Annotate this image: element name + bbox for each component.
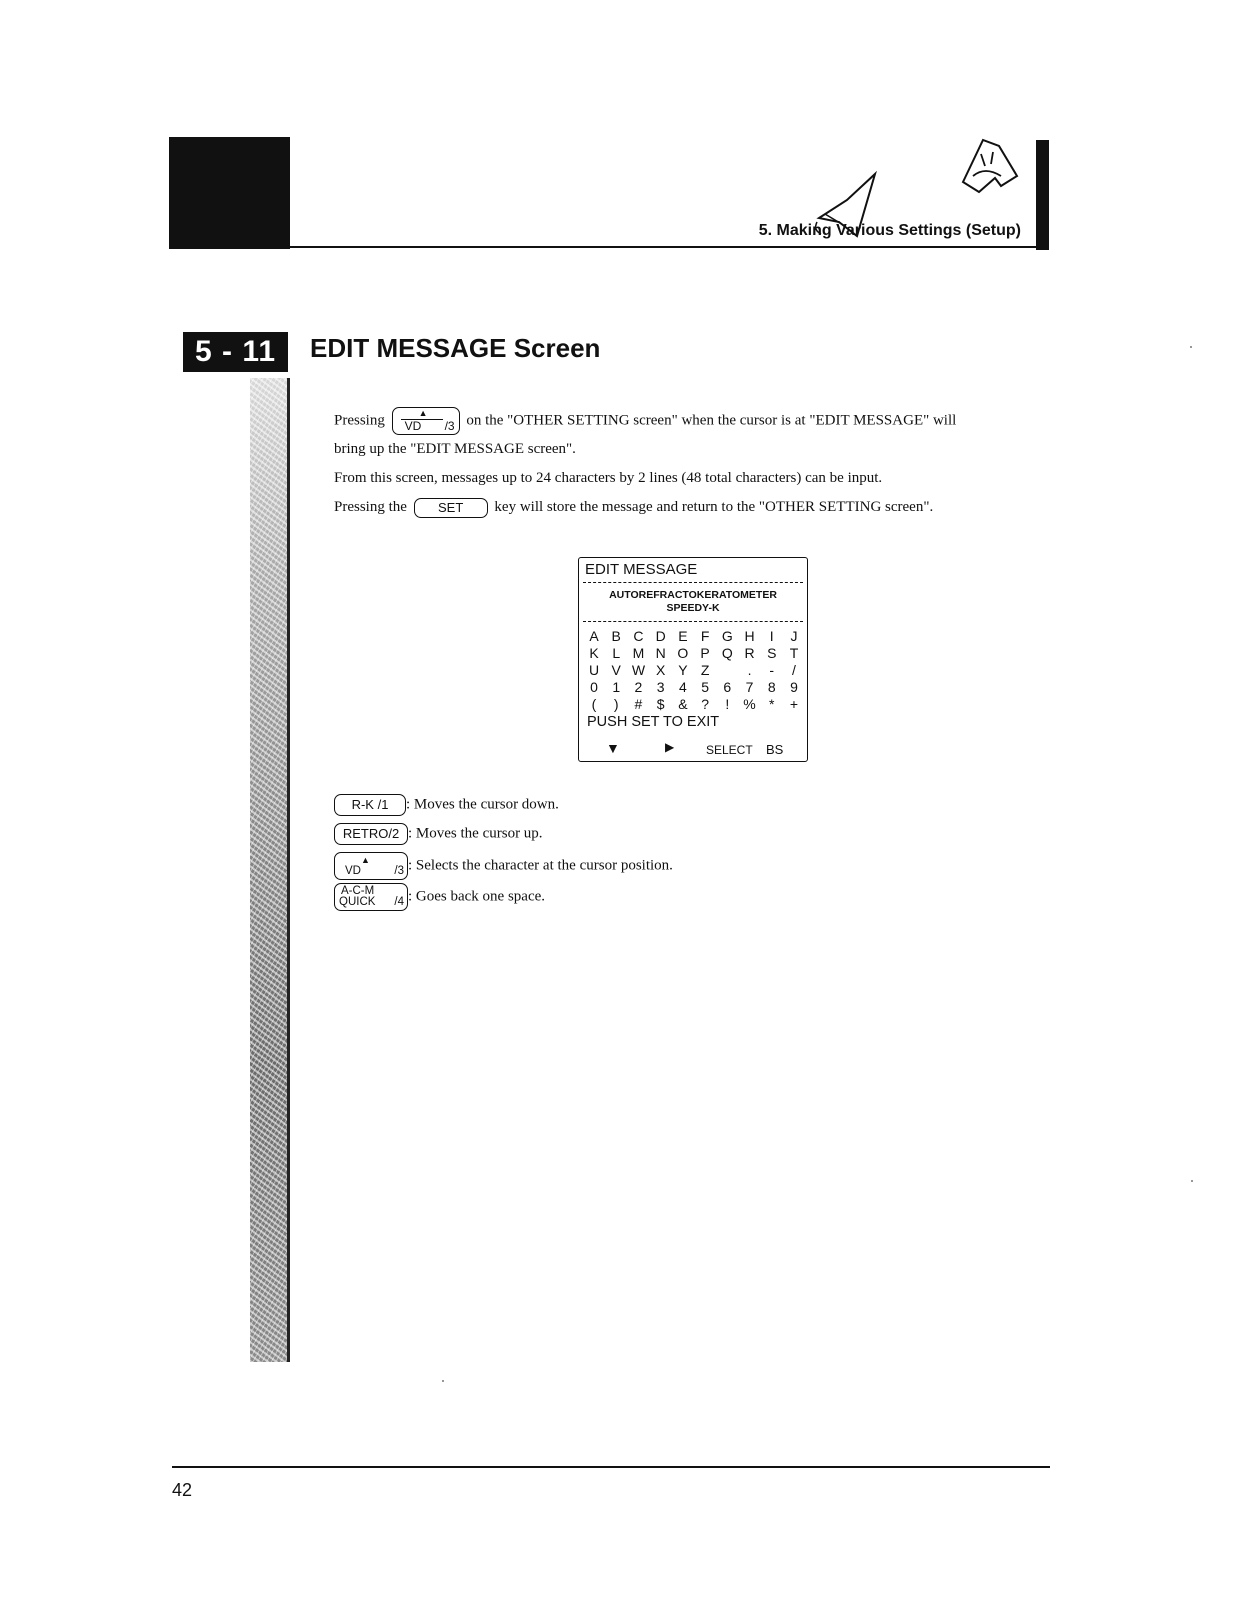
char-cell: 2 xyxy=(634,679,643,695)
char-cell: X xyxy=(655,662,666,678)
right-arrow-icon: ▶ xyxy=(665,740,675,754)
char-row-5 xyxy=(587,696,801,712)
char-cell: ) xyxy=(613,696,619,712)
char-cell: & xyxy=(678,696,688,712)
char-cell xyxy=(720,662,734,678)
char-cell: S xyxy=(767,645,777,661)
char-cell: ! xyxy=(725,696,730,712)
header-rule xyxy=(169,246,1047,248)
header-side-bar xyxy=(1036,140,1049,250)
acm-key-number: /4 xyxy=(394,896,404,908)
char-cell: Y xyxy=(678,662,688,678)
char-cell: ( xyxy=(591,696,597,712)
p4-before-text: Pressing the xyxy=(334,499,407,515)
vd-key-number: /3 xyxy=(444,419,455,433)
char-cell: E xyxy=(678,628,688,644)
p4-after-text: key will store the message and return to the "OTHER SETTING screen". xyxy=(494,499,934,515)
char-cell: B xyxy=(611,628,621,644)
char-row-1 xyxy=(587,628,801,644)
lcd-message-line-2: SPEEDY-K xyxy=(666,602,720,614)
key-desc-text: : Goes back one space. xyxy=(408,888,546,905)
char-cell: 3 xyxy=(656,679,665,695)
vd-3-key xyxy=(334,852,408,880)
char-cell: U xyxy=(588,662,600,678)
settings-emblem-icon xyxy=(955,136,1025,196)
char-cell: % xyxy=(743,696,756,712)
p1-after-text: on the "OTHER SETTING screen" when the cursor is at "EDIT MESSAGE" will xyxy=(466,412,957,429)
set-key: SET xyxy=(414,498,488,518)
section-title: EDIT MESSAGE Screen xyxy=(310,333,601,363)
margin-strip-edge xyxy=(287,378,290,1362)
char-cell: 5 xyxy=(701,679,709,695)
char-cell: # xyxy=(634,696,643,712)
vd-3-key xyxy=(392,407,460,435)
char-cell: V xyxy=(611,662,621,678)
char-cell: ? xyxy=(701,696,709,712)
acm-quick-4-key xyxy=(334,883,408,911)
char-cell: 8 xyxy=(767,679,776,695)
char-cell: M xyxy=(632,645,645,661)
vd-key-label: VD xyxy=(404,419,422,433)
key-desc-text: : Moves the cursor down. xyxy=(406,796,559,813)
visual-acuity-key-arrow-icon: ▲ xyxy=(418,408,428,418)
paragraph-3: From this screen, messages up to 24 characters by 2 lines (48 total characters) can be input. xyxy=(334,470,883,486)
lcd-dashed-divider-top xyxy=(583,582,803,583)
acm-key-line2: QUICK xyxy=(339,896,376,908)
char-cell: Z xyxy=(700,662,710,678)
key-desc-row-acm xyxy=(334,883,545,911)
acm-key-line1: A-C-M xyxy=(341,885,375,897)
lcd-bs-label: BS xyxy=(766,742,784,757)
char-cell: H xyxy=(744,628,755,644)
down-arrow-icon: ▼ xyxy=(606,740,620,756)
page-number: 42 xyxy=(172,1480,193,1500)
char-cell: C xyxy=(633,628,644,644)
chapter-title: 5. Making Various Settings (Setup) xyxy=(758,222,1021,239)
lcd-title: EDIT MESSAGE xyxy=(585,561,698,578)
key-desc-row-vd xyxy=(334,852,673,880)
key-desc-text: : Selects the character at the cursor position. xyxy=(408,857,673,874)
section-number-badge: 5 - 11 xyxy=(183,332,288,372)
header-black-block xyxy=(169,137,290,249)
char-cell: W xyxy=(631,662,646,678)
char-cell: / xyxy=(792,662,796,678)
char-cell: P xyxy=(700,645,710,661)
char-cell: 6 xyxy=(723,679,732,695)
lcd-message-line-1: AUTOREFRACTOKERATOMETER xyxy=(609,589,777,601)
char-cell: O xyxy=(677,645,689,661)
rk-1-key: R-K /1 xyxy=(334,794,406,816)
key-desc-text: : Moves the cursor up. xyxy=(408,825,543,842)
char-cell: $ xyxy=(656,696,665,712)
char-cell: J xyxy=(790,628,798,644)
char-cell: * xyxy=(769,696,775,712)
vd-key-number: /3 xyxy=(394,865,404,877)
retro-2-key: RETRO/2 xyxy=(334,823,408,845)
visual-acuity-key-arrow-icon: ▲ xyxy=(361,855,370,865)
p1-before-text: Pressing xyxy=(334,412,385,429)
char-cell: F xyxy=(700,628,710,644)
vd-key-label: VD xyxy=(345,865,361,877)
char-cell: + xyxy=(789,696,799,712)
lcd-dashed-divider-bottom xyxy=(583,621,803,622)
paragraph-4 xyxy=(334,497,933,518)
char-cell: A xyxy=(589,628,599,644)
lcd-push-set-text: PUSH SET TO EXIT xyxy=(587,714,720,730)
edit-message-lcd-screen xyxy=(578,557,808,762)
char-row-3 xyxy=(587,662,801,678)
key-desc-row-retro xyxy=(334,823,543,845)
char-cell: Q xyxy=(721,645,733,661)
char-cell: T xyxy=(789,645,799,661)
char-cell: G xyxy=(721,628,733,644)
key-desc-row-rk xyxy=(334,794,559,816)
scan-speck xyxy=(1191,1180,1193,1182)
char-cell: 9 xyxy=(790,679,798,695)
char-cell: L xyxy=(612,645,621,661)
char-row-4 xyxy=(587,679,801,695)
char-row-2 xyxy=(587,645,801,661)
scan-speck xyxy=(442,1380,444,1382)
lcd-select-label: SELECT xyxy=(706,743,753,757)
char-cell: 1 xyxy=(612,679,621,695)
scan-speck xyxy=(1190,346,1192,348)
scanned-margin-strip xyxy=(250,378,290,1362)
char-cell: N xyxy=(655,645,666,661)
char-cell: I xyxy=(769,628,774,644)
char-cell: - xyxy=(769,662,775,678)
paragraph-2: bring up the "EDIT MESSAGE screen". xyxy=(334,441,576,457)
char-cell: 0 xyxy=(590,679,598,695)
char-cell: D xyxy=(655,628,666,644)
char-cell: 4 xyxy=(678,679,687,695)
char-cell: K xyxy=(589,645,599,661)
char-cell: 7 xyxy=(745,679,754,695)
char-cell: . xyxy=(747,662,752,678)
char-cell: R xyxy=(744,645,755,661)
paragraph-1 xyxy=(334,407,956,435)
footer-rule xyxy=(172,1466,1050,1468)
